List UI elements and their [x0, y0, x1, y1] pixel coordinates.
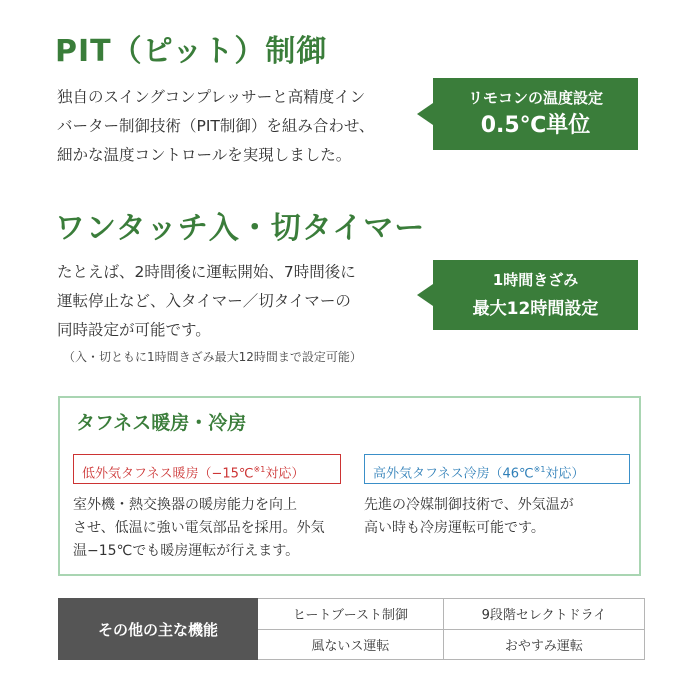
timer-description-line: 同時設定が可能です。: [57, 321, 211, 339]
pit-control-description: [57, 83, 374, 170]
feature-cell: 風ないス運転: [258, 629, 444, 660]
low-temp-heating-badge: [73, 454, 341, 484]
high-temp-cooling-badge: [364, 454, 630, 484]
pit-description-line: 細かな温度コントロールを実現しました。: [57, 146, 352, 164]
cooling-footnote-mark: ※1: [533, 465, 546, 474]
timer-footnote: （入・切ともに1時間きざみ最大12時間まで設定可能）: [63, 350, 362, 364]
one-touch-timer-title: ワンタッチ入・切タイマー: [55, 211, 426, 246]
timer-description-line: 運転停止など、入タイマー／切タイマーの: [57, 292, 351, 310]
pit-control-title: PIT（ピット）制御: [55, 34, 328, 69]
timer-setting-callout: [433, 260, 638, 330]
cooling-description-line: 先進の冷媒制御技術で、外気温が: [364, 497, 574, 513]
timer-description: [57, 258, 356, 345]
heating-badge-suffix: 対応）: [265, 466, 305, 482]
callout-label: リモコンの温度設定: [467, 89, 603, 107]
feature-cell: ヒートブースト制御: [258, 599, 444, 630]
heating-description-line: 室外機・熱交換器の暖房能力を向上: [73, 497, 297, 513]
callout-value: 0.5℃単位: [480, 113, 591, 138]
heating-description: [73, 494, 325, 563]
other-features-table: [58, 598, 645, 660]
features-header: その他の主な機能: [59, 599, 258, 660]
table-row: [59, 599, 645, 630]
heating-badge-text: 低外気タフネス暖房（−15℃: [82, 466, 254, 482]
cooling-description: [364, 494, 574, 540]
cooling-badge-text: 高外気タフネス冷房（46℃: [373, 466, 534, 482]
heating-footnote-mark: ※1: [253, 465, 266, 474]
cooling-badge-suffix: 対応）: [545, 466, 585, 482]
pit-description-line: バーター制御技術（PIT制御）を組み合わせ、: [57, 117, 375, 135]
temperature-setting-callout: [433, 78, 638, 150]
cooling-description-line: 高い時も冷房運転可能です。: [364, 520, 545, 536]
timer-description-line: たとえば、2時間後に運転開始、7時間後に: [57, 263, 356, 281]
feature-cell: おやすみ運転: [443, 629, 644, 660]
toughness-title: タフネス暖房・冷房: [76, 412, 247, 434]
callout-value: 最大12時間設定: [472, 299, 599, 319]
heating-description-line: させ、低温に強い電気部品を採用。外気: [73, 520, 325, 536]
toughness-heating-cooling-box: [58, 396, 641, 576]
pit-description-line: 独自のスイングコンプレッサーと高精度イン: [57, 88, 366, 106]
heating-description-line: 温−15℃でも暖房運転が行えます。: [73, 543, 300, 559]
callout-label: 1時間きざみ: [492, 271, 579, 289]
feature-cell: 9段階セレクトドライ: [443, 599, 644, 630]
